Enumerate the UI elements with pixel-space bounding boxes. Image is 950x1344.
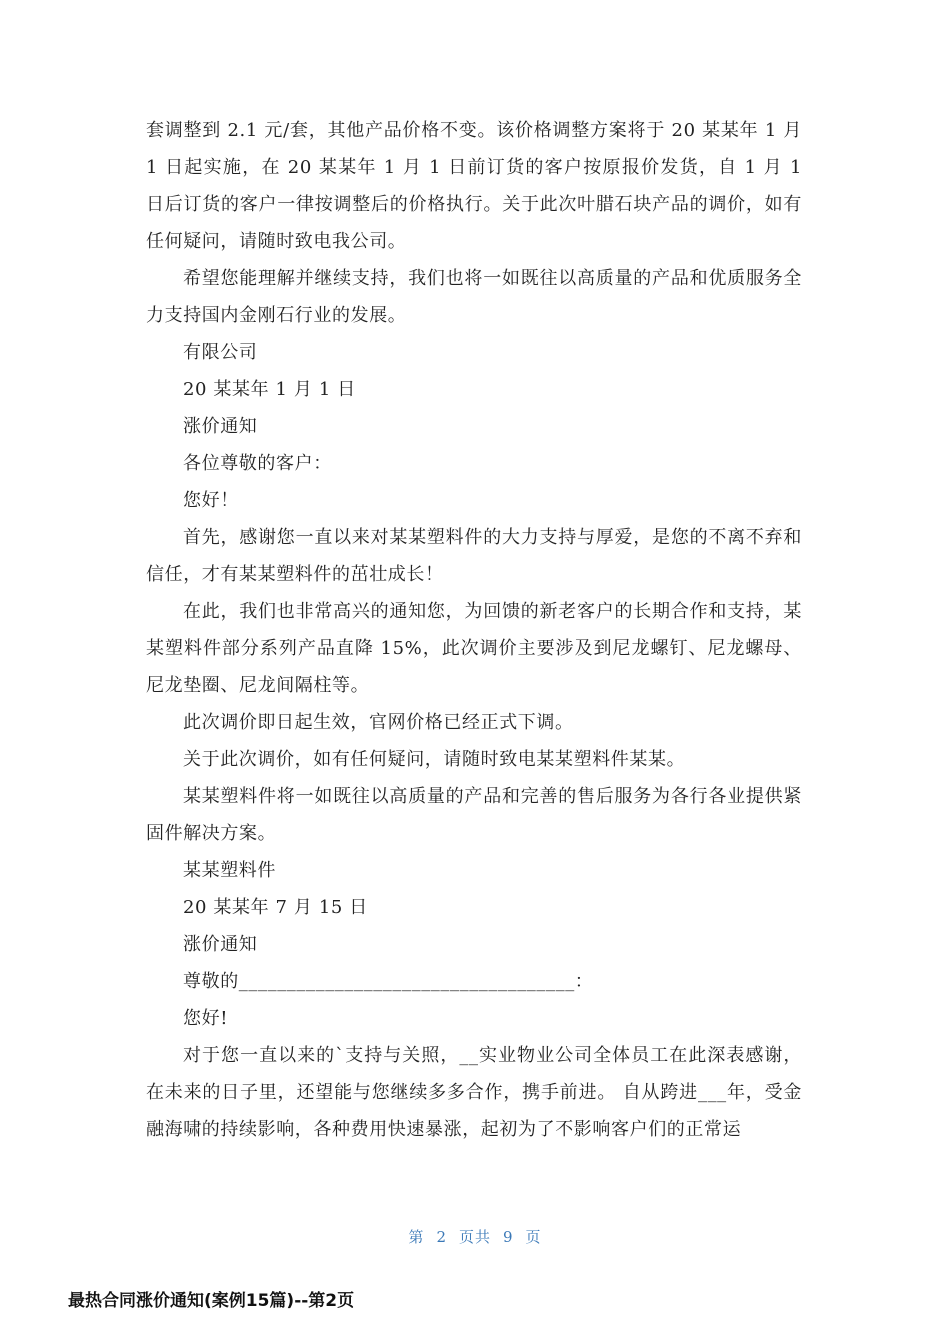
page-middle: 页共 [458, 1228, 491, 1246]
paragraph-2: 希望您能理解并继续支持，我们也将一如既往以高质量的产品和优质服务全力支持国内金刚石行业的发展。 [146, 268, 802, 326]
page-suffix: 页 [525, 1228, 542, 1246]
page-number-footer [0, 1226, 950, 1247]
current-page: 2 [436, 1228, 447, 1246]
document-title: 最热合同涨价通知(案例15篇)--第2页 [68, 1291, 355, 1311]
paragraph-thanks: 首先，感谢您一直以来对某某塑料件的大力支持与厚爱，是您的不离不弃和信任，才有某某塑料件的茁壮成长！ [146, 527, 802, 585]
notice-heading-3: 涨价通知 [183, 934, 258, 955]
greeting-3: 您好! [183, 1008, 229, 1029]
document-body [146, 112, 802, 1148]
notice-heading-2: 涨价通知 [183, 416, 258, 437]
paragraph-effective: 此次调价即日起生效，官网价格已经正式下调。 [183, 712, 574, 733]
date-1: 20 某某年 1 月 1 日 [183, 379, 356, 400]
date-2: 20 某某年 7 月 15 日 [183, 897, 368, 918]
company-signature-2: 某某塑料件 [183, 860, 276, 881]
paragraph-1: 套调整到 2.1 元/套，其他产品价格不变。该价格调整方案将于 20 某某年 1 月 1 日起实施，在 20 某某年 1 月 1 日前订货的客户按原报价发货，自 1 月 1 日后订货的客户一律按调整后的价格执行。关于此次叶腊石块产品的调价，如有任何疑问，请随时致电我公司。 [146, 120, 802, 252]
salutation-2: 各位尊敬的客户： [183, 453, 332, 474]
paragraph-property-notice: 对于您一直以来的`支持与关照，__实业物业公司全体员工在此深表感谢，在未来的日子里，还望能与您继续多多合作，携手前进。 自从跨进___年，受金融海啸的持续影响，各种费用快速暴涨，起初为了不影响客户们的正常运 [146, 1045, 802, 1140]
paragraph-commitment: 某某塑料件将一如既往以高质量的产品和完善的售后服务为各行各业提供紧固件解决方案。 [146, 786, 802, 844]
page-prefix: 第 [408, 1228, 425, 1246]
total-pages: 9 [503, 1228, 514, 1246]
company-signature-1: 有限公司 [183, 342, 258, 363]
greeting-2: 您好！ [183, 490, 239, 511]
paragraph-price-drop: 在此，我们也非常高兴的通知您，为回馈的新老客户的长期合作和支持，某某塑料件部分系列产品直降 15%，此次调价主要涉及到尼龙螺钉、尼龙螺母、尼龙垫圈、尼龙间隔柱等。 [146, 601, 802, 696]
salutation-3: 尊敬的___________________________________： [183, 971, 594, 992]
paragraph-contact: 关于此次调价，如有任何疑问，请随时致电某某塑料件某某。 [183, 749, 686, 770]
